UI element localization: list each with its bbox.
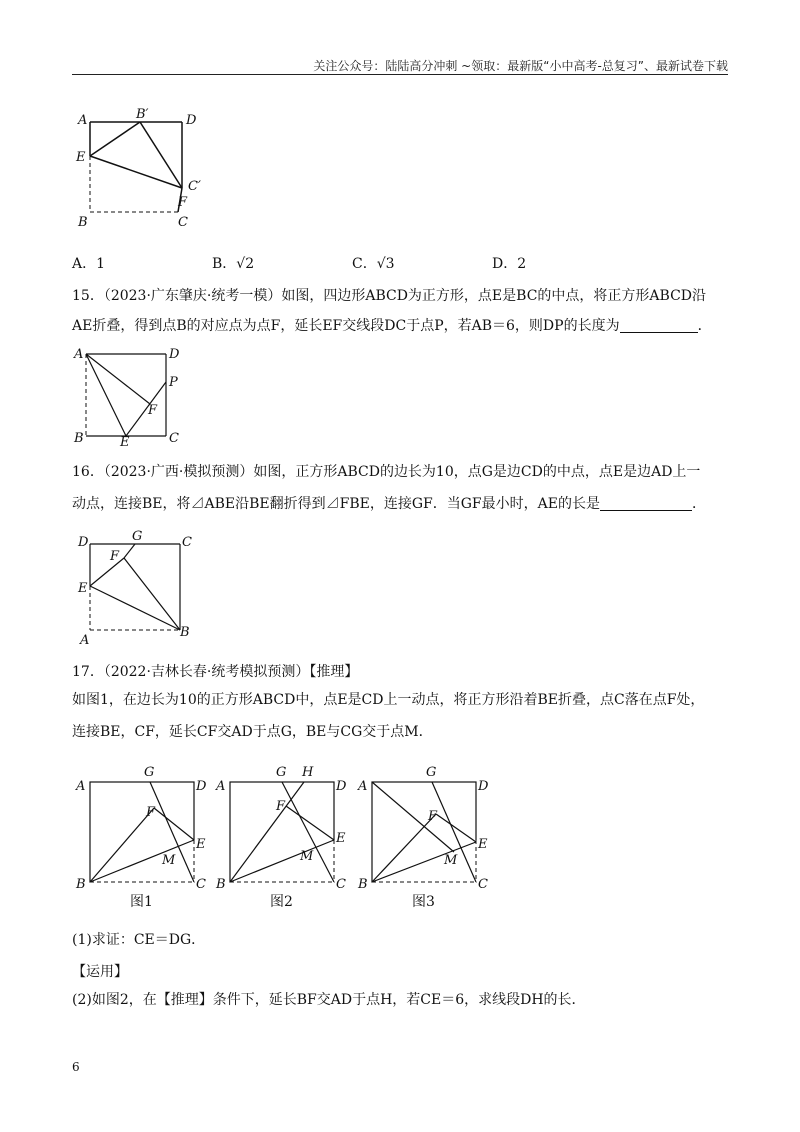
option-d: D．2 [492, 256, 527, 272]
caption-fig1: 图1 [130, 894, 153, 910]
label-B: B [78, 215, 88, 230]
label-D: D [186, 113, 197, 128]
label-A: A [76, 779, 86, 794]
label-G: G [426, 765, 437, 780]
q17-line1: 如图1，在边长为10的正方形ABCD中，点E是CD上一动点，将正方形沿着BE折叠，点C落在点F处， [72, 692, 705, 708]
label-F: F [178, 195, 188, 210]
label-E: E [478, 837, 488, 852]
label-G: G [276, 765, 287, 780]
label-D: D [196, 779, 207, 794]
label-A: A [358, 779, 368, 794]
label-C: C [196, 877, 206, 892]
label-A: A [80, 633, 90, 648]
answer-blank[interactable] [620, 316, 698, 333]
page-number: 6 [72, 1060, 80, 1074]
label-C: C [182, 535, 192, 550]
label-C: C [336, 877, 346, 892]
label-B: B [76, 877, 86, 892]
label-B: B [74, 431, 84, 446]
label-F: F [146, 805, 156, 820]
label-E: E [196, 837, 206, 852]
label-F: F [148, 403, 158, 418]
label-F: F [428, 809, 438, 824]
q17-part1: (1)求证：CE＝DG． [72, 932, 206, 948]
label-B-prime: B′ [136, 107, 149, 122]
label-C: C [169, 431, 179, 446]
label-C: C [478, 877, 488, 892]
label-M: M [162, 853, 176, 868]
figure-q16 [72, 526, 212, 646]
option-b: B．√2 [212, 256, 255, 272]
q16-line2: 动点，连接BE，将⊿ABE沿BE翻折得到⊿FBE，连接GF．当GF最小时，AE的长是 ． [72, 496, 706, 512]
label-D: D [478, 779, 489, 794]
label-M: M [444, 853, 458, 868]
q17-line2: 连接BE，CF，延长CF交AD于点G，BE与CG交于点M． [72, 724, 433, 740]
header-rule [72, 74, 728, 75]
caption-fig2: 图2 [270, 894, 293, 910]
label-E: E [76, 150, 86, 165]
figure-1 [75, 765, 207, 910]
option-a: A．1 [72, 256, 106, 272]
figure-3 [357, 765, 489, 910]
option-c: C．√3 [352, 256, 395, 272]
q17-line0: 17．（2022·吉林长春·统考模拟预测）【推理】 [72, 664, 359, 680]
q16-line1: 16．（2023·广西·模拟预测）如图，正方形ABCD的边长为10，点G是边CD的中点，点E是边AD上一 [72, 464, 701, 480]
label-M: M [300, 849, 314, 864]
caption-fig3: 图3 [412, 894, 435, 910]
q17-part2: (2)如图2，在【推理】条件下，延长BF交AD于点H，若CE＝6，求线段DH的长． [72, 992, 586, 1008]
figure-q14 [72, 104, 222, 234]
label-F: F [276, 799, 286, 814]
label-F: F [110, 549, 120, 564]
page-header: 关注公众号：陆陆高分冲刺 ~领取：最新版“小中高考-总复习”、最新试卷下载 [313, 59, 728, 73]
label-D: D [78, 535, 89, 550]
answer-blank[interactable] [600, 494, 692, 511]
label-C: C [178, 215, 188, 230]
label-P: P [169, 375, 178, 390]
label-D: D [169, 347, 180, 362]
label-B: B [358, 877, 368, 892]
label-H: H [302, 765, 314, 780]
label-D: D [336, 779, 347, 794]
label-E: E [78, 581, 88, 596]
q17-section2: 【运用】 [72, 964, 128, 980]
q15-line2: AE折叠，得到点B的对应点为点F，延长EF交线段DC于点P，若AB＝6，则DP的长度为 ． [72, 318, 712, 334]
label-C-prime: C′ [188, 179, 201, 194]
figure-q17-set [72, 760, 512, 910]
label-G: G [144, 765, 155, 780]
label-B: B [180, 625, 190, 640]
q15-line1: 15．（2023·广东肇庆·统考一模）如图，四边形ABCD为正方形，点E是BC的中点，将正方形ABCD沿 [72, 288, 707, 304]
figure-2 [215, 765, 347, 910]
label-E: E [120, 435, 130, 450]
figure-q15 [72, 346, 192, 450]
label-A: A [216, 779, 226, 794]
label-A: A [78, 113, 88, 128]
label-G: G [132, 529, 143, 544]
label-A: A [74, 347, 84, 362]
label-B: B [216, 877, 226, 892]
label-E: E [336, 831, 346, 846]
